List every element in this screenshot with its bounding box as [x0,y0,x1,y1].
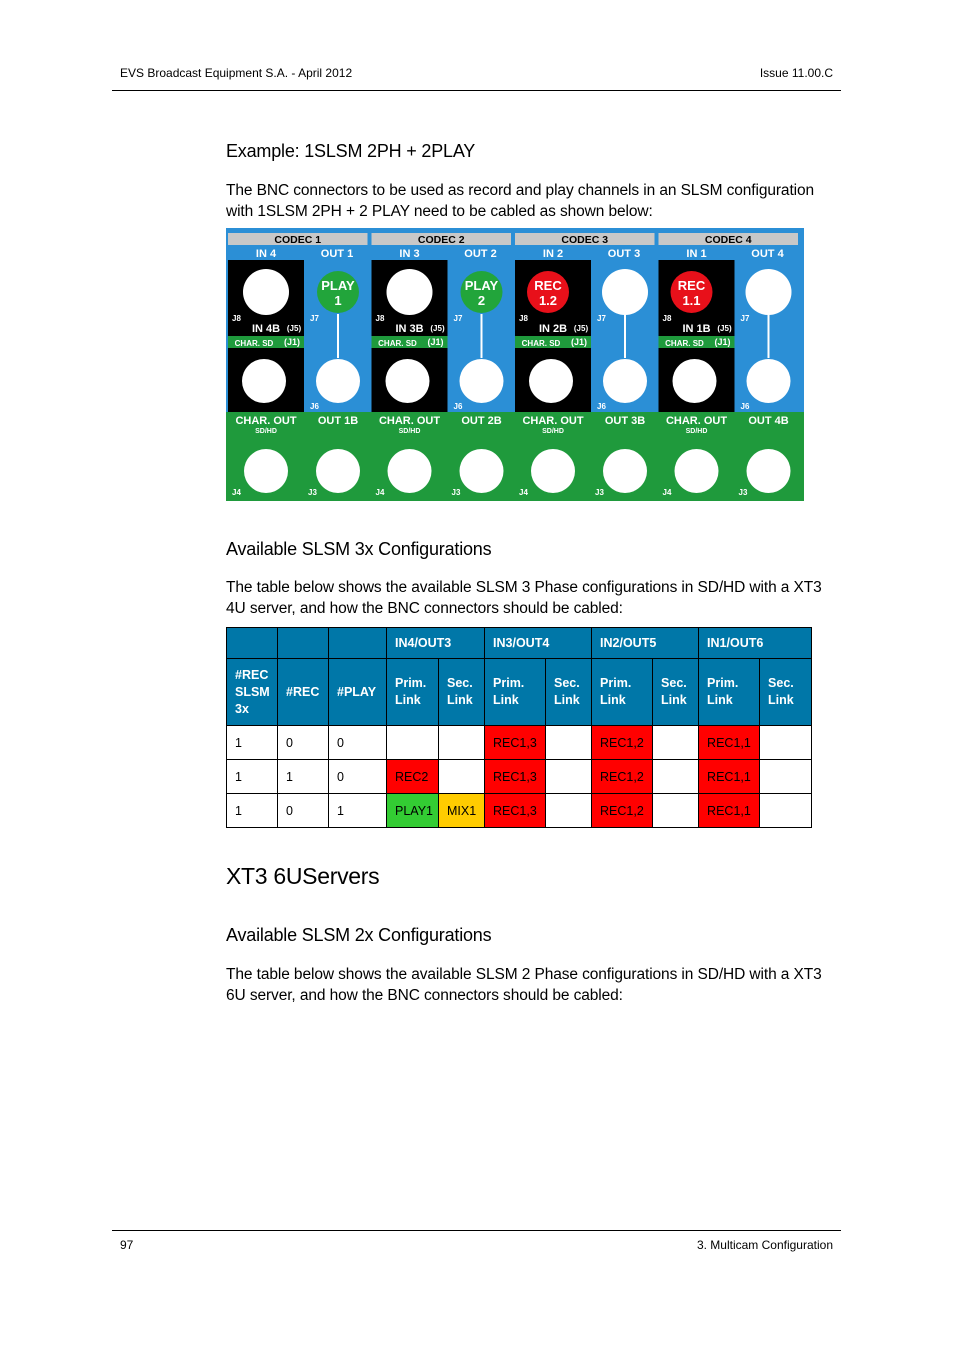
column-header: Sec. Link [439,659,485,726]
section-heading-slsm2x: Available SLSM 2x Configurations [226,925,492,945]
badge-label: PLAY [464,278,499,293]
table-cell: REC1,3 [485,760,546,794]
slsm3x-configuration-table [226,627,812,828]
char-out-label: CHAR. OUT [378,415,441,427]
bnc-connector [460,359,504,403]
jack-label: J4 [519,488,528,497]
jack-label: J7 [453,314,463,323]
out-b-label: OUT 4B [748,415,789,427]
badge-label: PLAY [321,278,355,293]
table-cell: MIX1 [439,794,485,828]
blank-header-cell [329,628,387,659]
group-header: IN4/OUT3 [387,628,485,659]
table-cell [546,726,592,760]
jack-label: J3 [308,488,317,497]
header-right: Issue 11.00.C [759,66,833,80]
j1-label: (J1) [283,337,301,347]
table-cell: REC1,1 [699,760,760,794]
char-sd-label: CHAR. SD [665,339,704,348]
j1-label: (J1) [570,337,588,347]
column-header: #REC SLSM 3x [227,659,278,726]
table-group-header-row [227,628,812,659]
table-row [227,794,812,828]
slsm3x-paragraph: The table below shows the available SLSM 3 Phase configurations in SD/HD with a XT3 4U server, and how the BNC connectors should be cabled: [226,579,822,617]
out-b-label: OUT 3B [604,415,646,427]
jack-label: J3 [451,488,461,497]
in-label: IN 2 [542,248,564,260]
table-body [227,726,812,828]
table-cell: 0 [278,726,329,760]
table-row [227,726,812,760]
bnc-connector [747,449,791,493]
bnc-connector [388,449,432,493]
table-cell [439,726,485,760]
table-cell [546,794,592,828]
table-cell: 1 [278,760,329,794]
jack-label: J8 [519,314,528,323]
table-cell: 1 [227,794,278,828]
out-b-label: OUT 1B [317,415,359,427]
bnc-connector [531,449,575,493]
sdhd-label: SD/HD [542,428,564,435]
table-cell [653,726,699,760]
bnc-connector [746,269,792,315]
table-cell: 0 [329,760,387,794]
column-header: #REC [278,659,329,726]
table-cell: REC2 [387,760,439,794]
table-cell: PLAY1 [387,794,439,828]
table-cell: REC1,2 [592,726,653,760]
codec-title: CODEC 3 [561,234,609,246]
column-header: Prim. Link [592,659,653,726]
in-b-label: IN 2B [538,323,568,335]
jack-label: J8 [662,314,672,323]
bnc-connector [603,449,647,493]
jack-label: J4 [232,488,241,497]
table-cell: REC1,1 [699,726,760,760]
section-heading-slsm3x: Available SLSM 3x Configurations [226,539,492,559]
table-cell: REC1,3 [485,726,546,760]
codec-title: CODEC 1 [274,234,322,246]
in-b-label: IN 1B [682,323,711,335]
jack-label: J6 [310,402,319,411]
j5-label: (J5) [717,324,732,333]
column-header: Sec. Link [653,659,699,726]
jack-label: J6 [453,402,463,411]
table-cell [546,760,592,794]
table-cell: 0 [329,726,387,760]
sdhd-label: SD/HD [255,428,277,435]
char-sd-label: CHAR. SD [521,339,561,348]
bnc-connector [316,449,360,493]
bnc-connector [529,359,573,403]
jack-label: J3 [595,488,604,497]
char-out-label: CHAR. OUT [235,415,297,427]
table-cell: REC1,3 [485,794,546,828]
in-b-label: IN 3B [395,323,424,335]
bnc-connector [675,449,719,493]
blank-header-cell [278,628,329,659]
bnc-connector [387,269,433,315]
page-number: 97 [120,1238,134,1252]
bnc-connector [747,359,791,403]
jack-label: J7 [740,314,750,323]
example-paragraph: The BNC connectors to be used as record and play channels in an SLSM configuration with 1SLSM 2PH + 2 PLAY need to be cabled as shown below: [226,182,815,220]
bnc-connector [242,359,286,403]
j5-label: (J5) [286,324,302,333]
table-cell: 1 [329,794,387,828]
badge-number: 1 [334,293,342,308]
codec-title: CODEC 2 [417,234,465,246]
out-label: OUT 4 [751,248,784,260]
badge-number: 1.2 [538,293,558,308]
bnc-connector [602,269,648,315]
out-label: OUT 2 [464,248,497,260]
bnc-connector [603,359,647,403]
bnc-connector [244,449,288,493]
bnc-connector [460,449,504,493]
table-cell: REC1,1 [699,794,760,828]
column-header: Prim. Link [699,659,760,726]
table-cell: 1 [227,726,278,760]
badge-label: REC [534,278,562,293]
out-b-label: OUT 2B [461,415,502,427]
bnc-connector-panel-diagram [226,228,804,501]
bnc-connector [673,359,717,403]
j5-label: (J5) [430,324,445,333]
badge-number: 2 [477,293,486,308]
table-cell: 1 [227,760,278,794]
header-divider [112,90,841,91]
out-label: OUT 3 [607,248,641,260]
j1-label: (J1) [427,337,444,347]
table-cell [760,794,812,828]
table-cell: 0 [278,794,329,828]
section-heading-xt3-6u: XT3 6UServers [226,863,380,889]
column-header: Sec. Link [546,659,592,726]
in-label: IN 1 [686,248,707,260]
jack-label: J7 [310,314,319,323]
jack-label: J8 [232,314,241,323]
table-column-header-row [227,659,812,726]
char-out-label: CHAR. OUT [665,415,728,427]
jack-label: J7 [597,314,606,323]
table-cell [653,794,699,828]
table-row [227,760,812,794]
table-cell: REC1,2 [592,794,653,828]
char-out-label: CHAR. OUT [522,415,584,427]
bnc-connector [386,359,430,403]
footer-chapter: 3. Multicam Configuration [696,1238,833,1252]
table-cell [439,760,485,794]
char-sd-label: CHAR. SD [234,339,274,348]
blank-header-cell [227,628,278,659]
column-header: Prim. Link [387,659,439,726]
jack-label: J4 [375,488,385,497]
group-header: IN2/OUT5 [592,628,699,659]
jack-label: J8 [375,314,385,323]
sdhd-label: SD/HD [398,428,421,435]
jack-label: J6 [597,402,606,411]
j1-label: (J1) [714,337,731,347]
j5-label: (J5) [573,324,589,333]
column-header: #PLAY [329,659,387,726]
bnc-connector [316,359,360,403]
char-sd-label: CHAR. SD [378,339,417,348]
table-cell [387,726,439,760]
bnc-connector [243,269,289,315]
slsm2x-paragraph: The table below shows the available SLSM 2 Phase configurations in SD/HD with a XT3 6U server, and how the BNC connectors should be cabled: [226,966,822,1004]
footer-divider [112,1230,841,1231]
in-b-label: IN 4B [251,323,281,335]
table-cell: REC1,2 [592,760,653,794]
codec-title: CODEC 4 [704,234,752,246]
table-cell [653,760,699,794]
sdhd-label: SD/HD [685,428,708,435]
section-heading-example: Example: 1SLSM 2PH + 2PLAY [226,141,476,161]
jack-label: J6 [740,402,750,411]
column-header: Prim. Link [485,659,546,726]
table-cell [760,760,812,794]
column-header: Sec. Link [760,659,812,726]
jack-label: J4 [662,488,672,497]
badge-label: REC [677,278,706,293]
badge-number: 1.1 [682,293,701,308]
in-label: IN 4 [255,248,277,260]
header-left: EVS Broadcast Equipment S.A. - April 2012 [120,66,353,80]
out-label: OUT 1 [320,248,354,260]
table-cell [760,726,812,760]
group-header: IN3/OUT4 [485,628,592,659]
in-label: IN 3 [399,248,420,260]
jack-label: J3 [738,488,748,497]
group-header: IN1/OUT6 [699,628,812,659]
